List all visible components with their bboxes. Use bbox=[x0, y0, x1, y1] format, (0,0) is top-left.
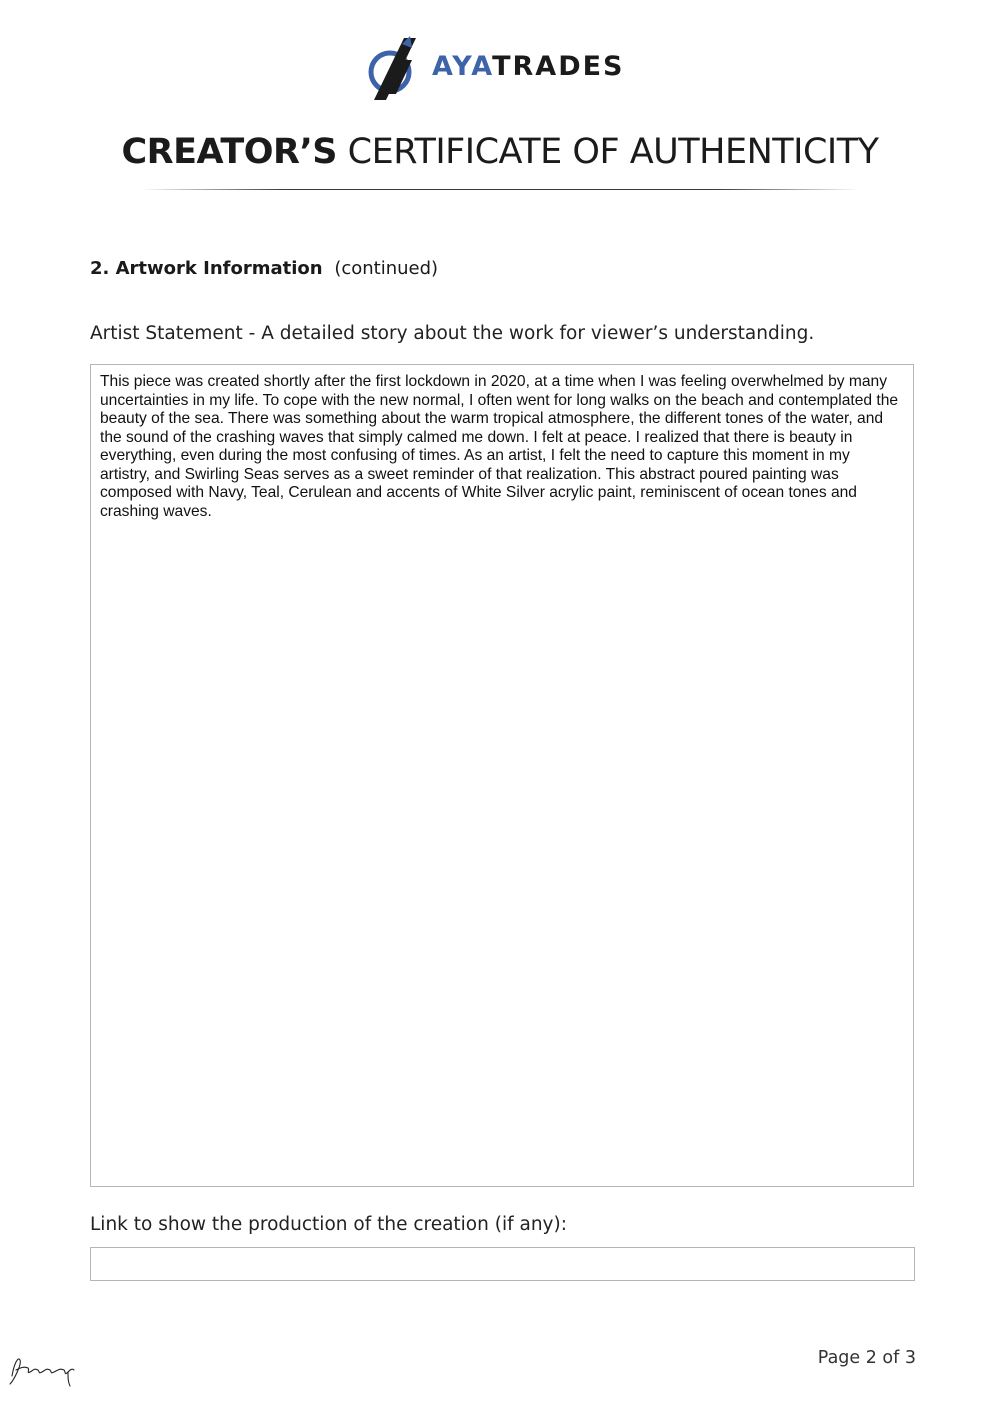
section-heading bbox=[90, 257, 438, 281]
document-title-rest: CERTIFICATE OF AUTHENTICITY bbox=[347, 132, 879, 172]
brand-wordmark-trades: TRADES bbox=[492, 51, 625, 82]
artist-statement-label: Artist Statement - A detailed story about the work for viewer’s understanding. bbox=[90, 323, 815, 344]
section-heading-title: 2. Artwork Information bbox=[90, 258, 323, 279]
artist-statement-field[interactable] bbox=[90, 364, 914, 1187]
brand-wordmark bbox=[432, 50, 625, 84]
artist-statement-text: This piece was created shortly after the first lockdown in 2020, at a time when I was feeling overwhelmed by many uncertainties in my life. To cope with the new normal, I often went for long walks on the beach and contemplated the beauty of the sea. There was something about the warm tropical atmosphere, the different tones of the water, and the sound of the crashing waves that simply calmed me down. I felt at peace. I realized that there is beauty in everything, even during the most confusing of times. As an artist, I felt the need to capture this moment in my artistry, and Swirling Seas serves as a sweet reminder of that realization. This abstract poured painting was composed with Navy, Teal, Cerulean and accents of White Silver acrylic paint, reminiscent of ocean tones and crashing waves. bbox=[100, 373, 899, 520]
document-title-strong: CREATOR’S bbox=[121, 132, 337, 172]
production-link-field[interactable] bbox=[90, 1247, 915, 1281]
brand-logo bbox=[368, 34, 638, 102]
page-number: Page 2 of 3 bbox=[817, 1348, 916, 1368]
signature-icon bbox=[4, 1346, 80, 1388]
title-divider bbox=[140, 189, 860, 190]
document-title bbox=[0, 130, 1000, 174]
brand-wordmark-aya: AYA bbox=[432, 51, 493, 82]
section-heading-note: (continued) bbox=[334, 258, 439, 279]
production-link-label: Link to show the production of the creation (if any): bbox=[90, 1214, 567, 1235]
ayatrades-logo-mark-icon bbox=[368, 34, 420, 102]
